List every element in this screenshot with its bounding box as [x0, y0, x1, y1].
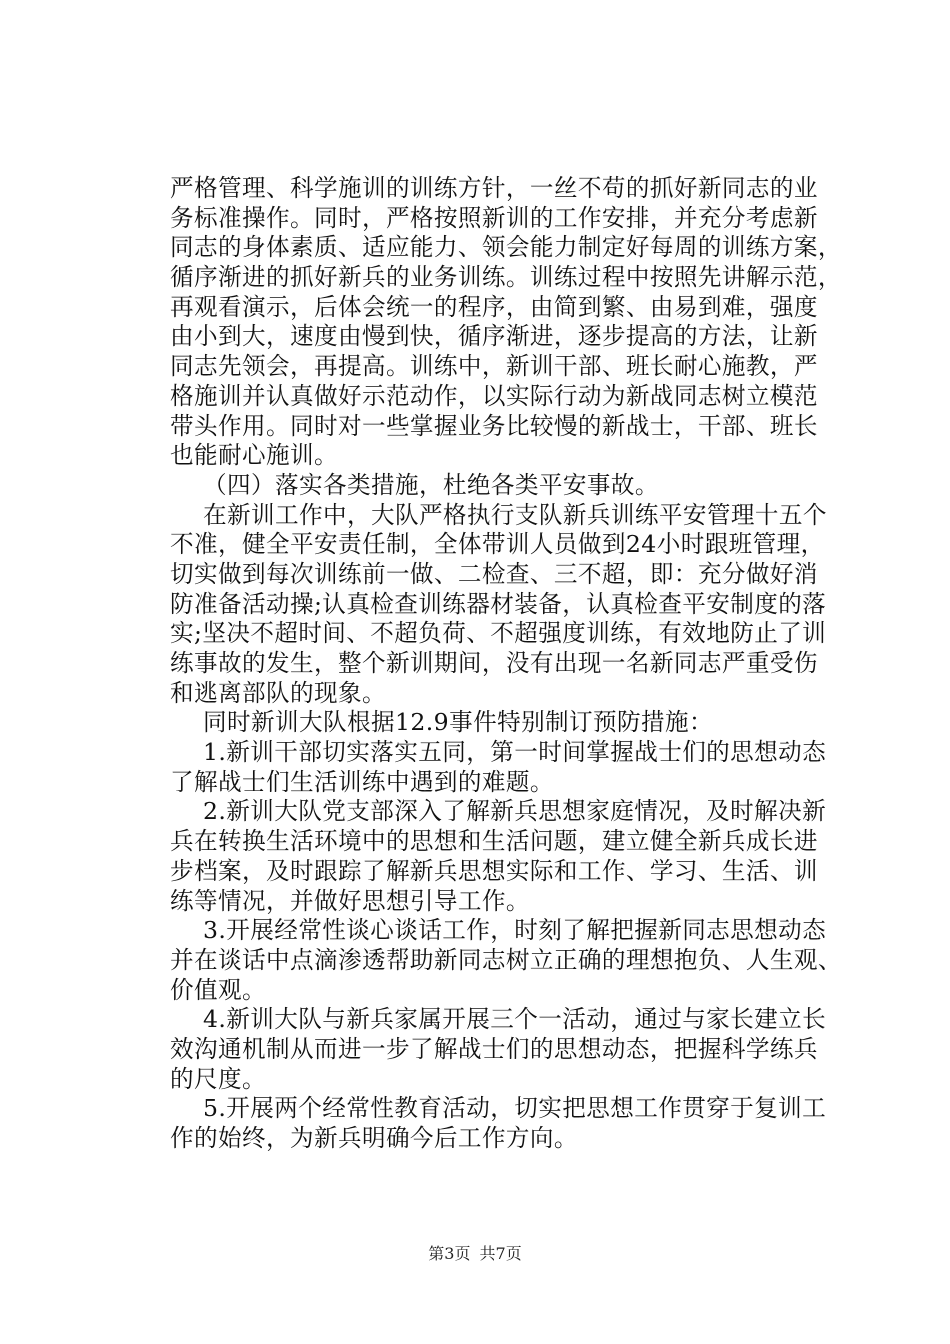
- page-number: 第3页: [428, 1244, 471, 1263]
- text-line: 并在谈话中点滴渗透帮助新同志树立正确的理想抱负、人生观、: [170, 945, 842, 974]
- text-line: 的尺度。: [170, 1064, 266, 1093]
- list-item: 4.新训大队与新兵家属开展三个一活动，通过与家长建立长: [203, 1005, 827, 1034]
- text-line: 步档案，及时跟踪了解新兵思想实际和工作、学习、生活、训: [170, 856, 818, 885]
- list-item: 5.开展两个经常性教育活动，切实把思想工作贯穿于复训工: [203, 1094, 827, 1123]
- text-line: 同志的身体素质、适应能力、领会能力制定好每周的训练方案，: [170, 233, 842, 262]
- text-line: 由小到大，速度由慢到快，循序渐进，逐步提高的方法，让新: [170, 322, 818, 351]
- text-line: 再观看演示，后体会统一的程序，由简到繁、由易到难，强度: [170, 292, 818, 321]
- body-text: [170, 174, 842, 1154]
- text-line: 不准，健全平安责任制，全体带训人员做到24小时跟班管理，: [170, 530, 825, 559]
- text-line: 循序渐进的抓好新兵的业务训练。训练过程中按照先讲解示范，: [170, 263, 842, 292]
- text-line: 带头作用。同时对一些掌握业务比较慢的新战士，干部、班长: [170, 411, 818, 440]
- list-item: 1.新训干部切实落实五同，第一时间掌握战士们的思想动态: [203, 738, 827, 767]
- text-line: 务标准操作。同时，严格按照新训的工作安排，并充分考虑新: [170, 203, 818, 232]
- section-heading: （四）落实各类措施，杜绝各类平安事故。: [203, 470, 659, 499]
- text-line: 了解战士们生活训练中遇到的难题。: [170, 767, 554, 796]
- text-line: 也能耐心施训。: [170, 441, 338, 470]
- text-line: 练等情况，并做好思想引导工作。: [170, 886, 530, 915]
- text-line: 切实做到每次训练前一做、二检查、三不超，即：充分做好消: [170, 559, 818, 588]
- page-footer: [0, 1244, 950, 1264]
- text-line: 兵在转换生活环境中的思想和生活问题，建立健全新兵成长进: [170, 827, 818, 856]
- text-line: 价值观。: [170, 975, 266, 1004]
- text-line: 同志先领会，再提高。训练中，新训干部、班长耐心施教，严: [170, 352, 818, 381]
- text-line: 实;坚决不超时间、不超负荷、不超强度训练，有效地防止了训: [170, 619, 827, 648]
- text-line: 和逃离部队的现象。: [170, 678, 386, 707]
- page-total: 共7页: [479, 1244, 522, 1263]
- list-item: 2.新训大队党支部深入了解新兵思想家庭情况，及时解决新: [203, 797, 827, 826]
- text-line: 在新训工作中，大队严格执行支队新兵训练平安管理十五个: [203, 500, 827, 529]
- text-line: 效沟通机制从而进一步了解战士们的思想动态，把握科学练兵: [170, 1034, 818, 1063]
- text-line: 防准备活动操;认真检查训练器材装备，认真检查平安制度的落: [170, 589, 827, 618]
- list-item: 3.开展经常性谈心谈话工作，时刻了解把握新同志思想动态: [203, 916, 827, 945]
- text-line: 练事故的发生，整个新训期间，没有出现一名新同志严重受伤: [170, 649, 818, 677]
- text-line: 严格管理、科学施训的训练方针，一丝不苟的抓好新同志的业: [170, 174, 818, 202]
- text-line: 作的始终，为新兵明确今后工作方向。: [170, 1124, 578, 1152]
- text-line: 同时新训大队根据12.9事件特别制订预防措施：: [203, 708, 714, 737]
- text-line: 格施训并认真做好示范动作，以实际行动为新战同志树立模范: [170, 381, 818, 410]
